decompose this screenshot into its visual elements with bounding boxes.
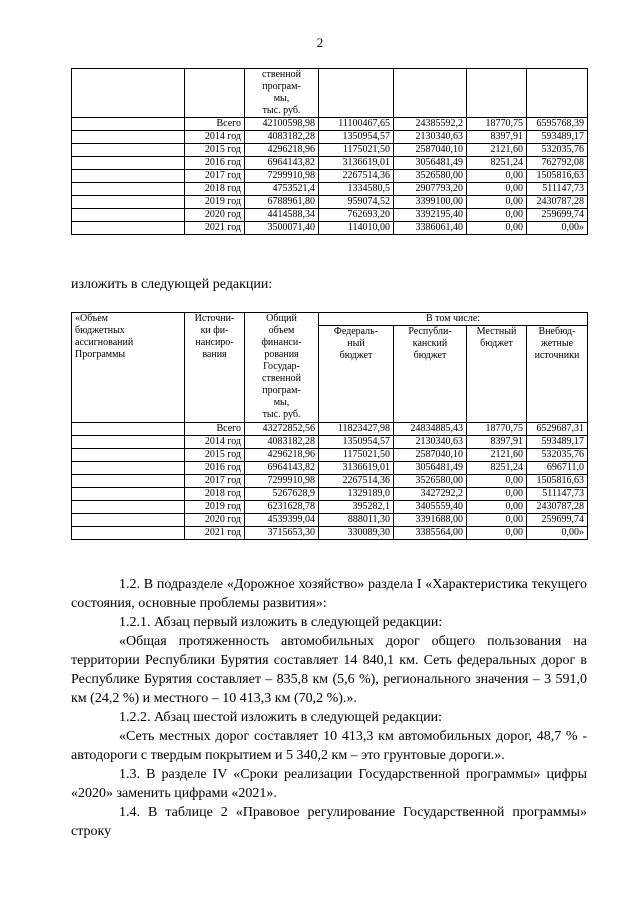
value-cell: 7299910,98 <box>245 170 319 183</box>
value-cell: 5267628,9 <box>245 488 319 501</box>
value-cell: 1329189,0 <box>319 488 394 501</box>
value-cell: 6529687,31 <box>527 423 588 436</box>
paragraph: 1.2. В подразделе «Дорожное хозяйство» раздела I «Характеристика текущего состояния, основные проблемы развития»: <box>71 577 587 611</box>
empty-cell <box>394 69 467 118</box>
value-cell: 24385592,2 <box>394 118 467 131</box>
value-cell: 3427292,2 <box>394 488 467 501</box>
body-text <box>71 575 587 841</box>
value-cell: 1505816,63 <box>527 475 588 488</box>
table-row <box>72 157 588 170</box>
value-cell: 511147,73 <box>527 183 588 196</box>
value-cell: 0,00 <box>467 475 527 488</box>
paragraph: 1.3. В разделе IV «Сроки реализации Государственной программы» цифры «2020» заменить цифрами «2021». <box>71 767 587 801</box>
table-top <box>71 68 588 235</box>
header-line: ки фи- <box>200 325 229 336</box>
value-cell: 4296218,96 <box>245 144 319 157</box>
value-cell: 2267514,36 <box>319 170 394 183</box>
period-cell: 2016 год <box>185 157 245 170</box>
header-line: Федераль- <box>333 326 379 337</box>
value-cell: 0,00 <box>467 209 527 222</box>
empty-cell <box>467 69 527 118</box>
total-volume-header <box>245 313 319 423</box>
value-cell: 4083182,28 <box>245 436 319 449</box>
value-cell: 8397,91 <box>467 436 527 449</box>
empty-cell <box>319 69 394 118</box>
value-cell: 259699,74 <box>527 209 588 222</box>
value-cell: 7299910,98 <box>245 475 319 488</box>
value-cell: 6964143,82 <box>245 157 319 170</box>
table-bottom <box>71 312 588 540</box>
value-cell: 3405559,40 <box>394 501 467 514</box>
table-header-row <box>72 313 588 326</box>
period-cell: Всего <box>185 423 245 436</box>
value-cell: 532035,76 <box>527 449 588 462</box>
value-cell: 8397,91 <box>467 131 527 144</box>
period-cell: 2020 год <box>185 514 245 527</box>
empty-cell <box>72 222 185 235</box>
value-cell: 3526580,00 <box>394 475 467 488</box>
value-cell: 42100598,98 <box>245 118 319 131</box>
value-cell: 2587040,10 <box>394 449 467 462</box>
header-line: источники <box>534 350 580 361</box>
empty-cell <box>527 69 588 118</box>
value-cell: 3136619,01 <box>319 462 394 475</box>
header-line: тыс. руб. <box>262 105 301 116</box>
table-row <box>72 118 588 131</box>
table-row <box>72 475 588 488</box>
value-cell: 8251,24 <box>467 462 527 475</box>
period-cell: 2018 год <box>185 183 245 196</box>
value-cell: 3056481,49 <box>394 462 467 475</box>
value-cell: 3056481,49 <box>394 157 467 170</box>
period-cell: 2020 год <box>185 209 245 222</box>
value-cell: 0,00 <box>467 488 527 501</box>
value-cell: 2121,60 <box>467 144 527 157</box>
table-row <box>72 196 588 209</box>
header-line: бюджет <box>339 350 373 361</box>
value-cell: 2430787,28 <box>527 501 588 514</box>
header-line: тыс. руб. <box>262 409 301 420</box>
header-line: бюджет <box>413 350 447 361</box>
value-cell: 11100467,65 <box>319 118 394 131</box>
period-cell: 2015 год <box>185 144 245 157</box>
empty-cell <box>72 131 185 144</box>
header-line: жетные <box>540 338 574 349</box>
value-cell: 3136619,01 <box>319 157 394 170</box>
header-line: програм- <box>262 385 301 396</box>
lead-line: изложить в следующей редакции: <box>71 277 273 292</box>
budget-source-header <box>527 326 588 423</box>
header-line: объем <box>268 325 295 336</box>
value-cell: 2587040,10 <box>394 144 467 157</box>
value-cell: 1350954,57 <box>319 131 394 144</box>
value-cell: 3386061,40 <box>394 222 467 235</box>
header-line: Программы <box>75 349 126 360</box>
value-cell: 888011,30 <box>319 514 394 527</box>
period-cell: 2021 год <box>185 222 245 235</box>
value-cell: 3392195,40 <box>394 209 467 222</box>
header-line: Государ- <box>263 361 300 372</box>
table-row <box>72 462 588 475</box>
value-cell: 8251,24 <box>467 157 527 170</box>
value-cell: 0,00 <box>467 527 527 540</box>
period-cell: 2015 год <box>185 449 245 462</box>
period-cell: 2019 год <box>185 196 245 209</box>
value-cell: 0,00 <box>467 222 527 235</box>
value-cell: 3715653,30 <box>245 527 319 540</box>
value-cell: 2430787,28 <box>527 196 588 209</box>
value-cell: 0,00» <box>527 527 588 540</box>
period-cell: 2014 год <box>185 131 245 144</box>
value-cell: 959074,52 <box>319 196 394 209</box>
value-cell: 2130340,63 <box>394 436 467 449</box>
header-line: ственной <box>262 69 301 80</box>
empty-cell <box>72 527 185 540</box>
page-number: 2 <box>316 35 324 50</box>
value-cell: 4083182,28 <box>245 131 319 144</box>
value-cell: 259699,74 <box>527 514 588 527</box>
value-cell: 395282,1 <box>319 501 394 514</box>
table-row <box>72 183 588 196</box>
in-total-header: В том числе: <box>319 313 588 326</box>
header-line: ассигнований <box>75 337 134 348</box>
paragraph: 1.2.1. Абзац первый изложить в следующей редакции: <box>119 615 443 630</box>
period-cell: 2021 год <box>185 527 245 540</box>
value-cell: 2130340,63 <box>394 131 467 144</box>
value-cell: 762693,20 <box>319 209 394 222</box>
value-cell: 0,00 <box>467 514 527 527</box>
value-cell: 593489,17 <box>527 436 588 449</box>
paragraph: «Сеть местных дорог составляет 10 413,3 км автомобильных дорог, 48,7 % - автодороги с твердым покрытием и 5 340,2 км – это грунтовые дороги.». <box>71 729 587 763</box>
value-cell: 0,00 <box>467 170 527 183</box>
empty-cell <box>72 209 185 222</box>
header-line: канский <box>412 338 448 349</box>
table-row <box>72 501 588 514</box>
budget-source-header <box>319 326 394 423</box>
value-cell: 3526580,00 <box>394 170 467 183</box>
header-line: мы, <box>273 397 290 408</box>
value-cell: 24834885,43 <box>394 423 467 436</box>
value-cell: 3399100,00 <box>394 196 467 209</box>
header-line: ственной <box>262 373 301 384</box>
value-cell: 3391688,00 <box>394 514 467 527</box>
empty-cell <box>72 475 185 488</box>
value-cell: 6231628,78 <box>245 501 319 514</box>
header-line: бюджет <box>480 338 513 349</box>
empty-cell <box>72 436 185 449</box>
value-cell: 18770,75 <box>467 118 527 131</box>
header-line: Республи- <box>408 326 452 337</box>
value-cell: 6595768,39 <box>527 118 588 131</box>
header-line: Внебюд- <box>538 326 576 337</box>
table-row <box>72 423 588 436</box>
header-line: Общий <box>266 313 297 324</box>
paragraph: 1.2.2. Абзац шестой изложить в следующей редакции: <box>119 710 443 725</box>
value-cell: 3385564,00 <box>394 527 467 540</box>
value-cell: 0,00 <box>467 183 527 196</box>
value-cell: 593489,17 <box>527 131 588 144</box>
value-cell: 532035,76 <box>527 144 588 157</box>
value-cell: 4539399,04 <box>245 514 319 527</box>
budget-volume-header <box>72 313 185 423</box>
empty-cell <box>185 69 245 118</box>
table-row <box>72 170 588 183</box>
value-cell: 0,00» <box>527 222 588 235</box>
value-cell: 762792,08 <box>527 157 588 170</box>
value-cell: 6788961,80 <box>245 196 319 209</box>
table-row <box>72 488 588 501</box>
value-cell: 0,00 <box>467 501 527 514</box>
empty-cell <box>72 449 185 462</box>
value-cell: 1175021,50 <box>319 449 394 462</box>
header-line: «Объем <box>75 313 108 324</box>
empty-cell <box>72 488 185 501</box>
value-cell: 4414588,34 <box>245 209 319 222</box>
value-cell: 18770,75 <box>467 423 527 436</box>
header-line: бюджетных <box>75 325 125 336</box>
header-line: вания <box>202 349 227 360</box>
table-header-row <box>72 69 588 118</box>
period-cell: 2016 год <box>185 462 245 475</box>
table-row <box>72 449 588 462</box>
value-cell: 1350954,57 <box>319 436 394 449</box>
sources-header <box>185 313 245 423</box>
empty-cell <box>72 514 185 527</box>
empty-cell <box>72 170 185 183</box>
value-cell: 0,00 <box>467 196 527 209</box>
paragraph: 1.4. В таблице 2 «Правовое регулирование Государственной программы» строку <box>71 805 587 839</box>
value-cell: 4296218,96 <box>245 449 319 462</box>
value-cell: 4753521,4 <box>245 183 319 196</box>
header-line: ный <box>347 338 365 349</box>
empty-cell <box>72 423 185 436</box>
table-row <box>72 209 588 222</box>
period-cell: 2018 год <box>185 488 245 501</box>
value-cell: 2267514,36 <box>319 475 394 488</box>
empty-cell <box>72 157 185 170</box>
empty-cell <box>72 144 185 157</box>
empty-cell <box>72 183 185 196</box>
budget-source-header <box>394 326 467 423</box>
value-cell: 43272852,56 <box>245 423 319 436</box>
value-cell: 511147,73 <box>527 488 588 501</box>
value-cell: 6964143,82 <box>245 462 319 475</box>
total-volume-header <box>245 69 319 118</box>
value-cell: 1334580,5 <box>319 183 394 196</box>
header-line: нансиро- <box>195 337 234 348</box>
table-row <box>72 436 588 449</box>
value-cell: 114010,00 <box>319 222 394 235</box>
value-cell: 1505816,63 <box>527 170 588 183</box>
period-cell: 2014 год <box>185 436 245 449</box>
period-cell: 2017 год <box>185 170 245 183</box>
table-row <box>72 131 588 144</box>
paragraph: «Общая протяженность автомобильных дорог общего пользования на территории Республики Бурятия составляет 14 840,1 км. Сеть федеральных дорог в Республике Бурятия составляет – 835,8 км (5,6 %), регионального значения – 3 591,0 км (24,2 %) и местного – 10 413,3 км (70,2 %).». <box>71 634 587 706</box>
table-row <box>72 514 588 527</box>
empty-cell <box>72 462 185 475</box>
table-row <box>72 222 588 235</box>
empty-cell <box>72 118 185 131</box>
value-cell: 696711,0 <box>527 462 588 475</box>
budget-source-header <box>467 326 527 423</box>
header-line: програм- <box>262 81 301 92</box>
period-cell: 2019 год <box>185 501 245 514</box>
value-cell: 2121,60 <box>467 449 527 462</box>
header-line: рования <box>264 349 299 360</box>
period-cell: Всего <box>185 118 245 131</box>
header-line: финанси- <box>261 337 302 348</box>
value-cell: 1175021,50 <box>319 144 394 157</box>
table-row <box>72 527 588 540</box>
empty-cell <box>72 196 185 209</box>
table-row <box>72 144 588 157</box>
header-line: мы, <box>273 93 290 104</box>
header-line: Местный <box>476 326 517 337</box>
empty-cell <box>72 501 185 514</box>
value-cell: 3500071,40 <box>245 222 319 235</box>
value-cell: 330089,30 <box>319 527 394 540</box>
header-line: Источни- <box>194 313 235 324</box>
value-cell: 11823427,98 <box>319 423 394 436</box>
empty-cell <box>72 69 185 118</box>
period-cell: 2017 год <box>185 475 245 488</box>
value-cell: 2907793,20 <box>394 183 467 196</box>
